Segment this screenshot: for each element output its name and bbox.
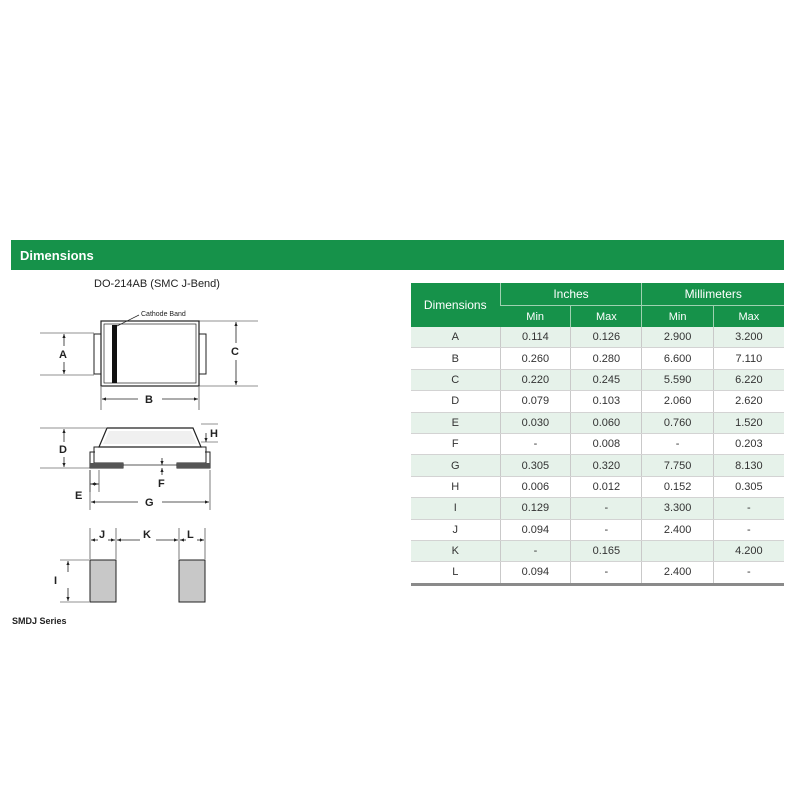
cell-in-min: 0.305 (500, 455, 571, 476)
cell-mm-max: 3.200 (713, 327, 784, 348)
header-dimensions: Dimensions (411, 283, 500, 327)
dim-i-label: I (54, 575, 58, 587)
cell-in-max: 0.008 (571, 433, 642, 454)
dim-a-label: A (59, 349, 67, 361)
table-row (411, 455, 784, 476)
cell-in-max: - (571, 519, 642, 540)
cell-in-max: 0.126 (571, 327, 642, 348)
table-row (411, 433, 784, 454)
cell-mm-min: 7.750 (642, 455, 713, 476)
cell-mm-max: 0.203 (713, 433, 784, 454)
cell-mm-max: 8.130 (713, 455, 784, 476)
dim-j-label: J (99, 529, 106, 541)
cell-dim: I (411, 498, 500, 519)
cell-mm-max: - (713, 498, 784, 519)
cell-mm-min: 2.400 (642, 562, 713, 584)
cell-mm-min: 6.600 (642, 348, 713, 369)
table-row (411, 476, 784, 497)
cell-in-min: 0.129 (500, 498, 571, 519)
cell-mm-min: 2.400 (642, 519, 713, 540)
cell-dim: G (411, 455, 500, 476)
cell-dim: L (411, 562, 500, 584)
cell-in-min: 0.094 (500, 519, 571, 540)
cell-mm-max: 1.520 (713, 412, 784, 433)
cell-mm-min: 0.152 (642, 476, 713, 497)
top-view (40, 311, 258, 410)
cell-in-max: 0.280 (571, 348, 642, 369)
header-in-max: Max (571, 306, 642, 328)
cell-dim: C (411, 369, 500, 390)
cell-in-max: - (571, 498, 642, 519)
cell-mm-max: 2.620 (713, 391, 784, 412)
table-row (411, 391, 784, 412)
side-view-lead-right-fill (177, 463, 210, 468)
pad-layout (54, 528, 205, 602)
cell-in-min: 0.006 (500, 476, 571, 497)
pad-left (90, 560, 116, 602)
table-row (411, 519, 784, 540)
cell-in-min: - (500, 540, 571, 561)
cell-mm-min: 3.300 (642, 498, 713, 519)
cell-in-min: - (500, 433, 571, 454)
cell-mm-min: 2.060 (642, 391, 713, 412)
cell-in-min: 0.079 (500, 391, 571, 412)
package-name: DO-214AB (SMC J-Bend) (94, 278, 220, 290)
cell-mm-max: 7.110 (713, 348, 784, 369)
cell-mm-max: 0.305 (713, 476, 784, 497)
cell-dim: K (411, 540, 500, 561)
cell-mm-min: 5.590 (642, 369, 713, 390)
cell-dim: D (411, 391, 500, 412)
table-row (411, 348, 784, 369)
cell-in-max: 0.103 (571, 391, 642, 412)
table-row (411, 540, 784, 561)
cell-mm-max: - (713, 562, 784, 584)
cell-in-max: 0.165 (571, 540, 642, 561)
cell-mm-max: - (713, 519, 784, 540)
cell-mm-min: 2.900 (642, 327, 713, 348)
dim-l-label: L (187, 529, 194, 541)
cell-in-min: 0.094 (500, 562, 571, 584)
table-row (411, 327, 784, 348)
header-in-min: Min (500, 306, 571, 328)
dim-c-label: C (231, 346, 239, 358)
section-title: Dimensions (20, 248, 94, 263)
cell-mm-max: 4.200 (713, 540, 784, 561)
cell-mm-min: 0.760 (642, 412, 713, 433)
cell-in-min: 0.260 (500, 348, 571, 369)
table-row (411, 562, 784, 584)
series-label: SMDJ Series (12, 616, 67, 626)
cell-in-max: 0.320 (571, 455, 642, 476)
cell-in-min: 0.030 (500, 412, 571, 433)
cathode-band (112, 325, 117, 383)
cell-dim: E (411, 412, 500, 433)
cell-in-min: 0.114 (500, 327, 571, 348)
cell-in-min: 0.220 (500, 369, 571, 390)
dim-g-label: G (145, 497, 154, 509)
side-view-lead-left-fill (90, 463, 123, 468)
cell-in-max: - (571, 562, 642, 584)
side-view-body-shade (103, 431, 197, 444)
pad-right (179, 560, 205, 602)
cell-dim: H (411, 476, 500, 497)
header-millimeters: Millimeters (642, 283, 784, 306)
dim-b-label: B (145, 394, 153, 406)
cell-dim: A (411, 327, 500, 348)
cell-mm-max: 6.220 (713, 369, 784, 390)
dim-f-label: F (158, 478, 165, 490)
cell-dim: F (411, 433, 500, 454)
dim-k-label: K (143, 529, 151, 541)
table-row (411, 412, 784, 433)
cell-in-max: 0.012 (571, 476, 642, 497)
table-row (411, 369, 784, 390)
dim-e-label: E (75, 490, 83, 502)
cell-mm-min: - (642, 433, 713, 454)
dimensions-table (411, 283, 784, 586)
cell-in-max: 0.060 (571, 412, 642, 433)
cell-dim: J (411, 519, 500, 540)
header-inches: Inches (500, 283, 642, 306)
header-mm-min: Min (642, 306, 713, 328)
dim-h-label: H (210, 428, 218, 440)
header-mm-max: Max (713, 306, 784, 328)
cell-dim: B (411, 348, 500, 369)
table-row (411, 498, 784, 519)
side-view (40, 424, 218, 510)
dim-d-label: D (59, 444, 67, 456)
cell-mm-min (642, 540, 713, 561)
cathode-band-label: Cathode Band (141, 311, 186, 318)
cell-in-max: 0.245 (571, 369, 642, 390)
